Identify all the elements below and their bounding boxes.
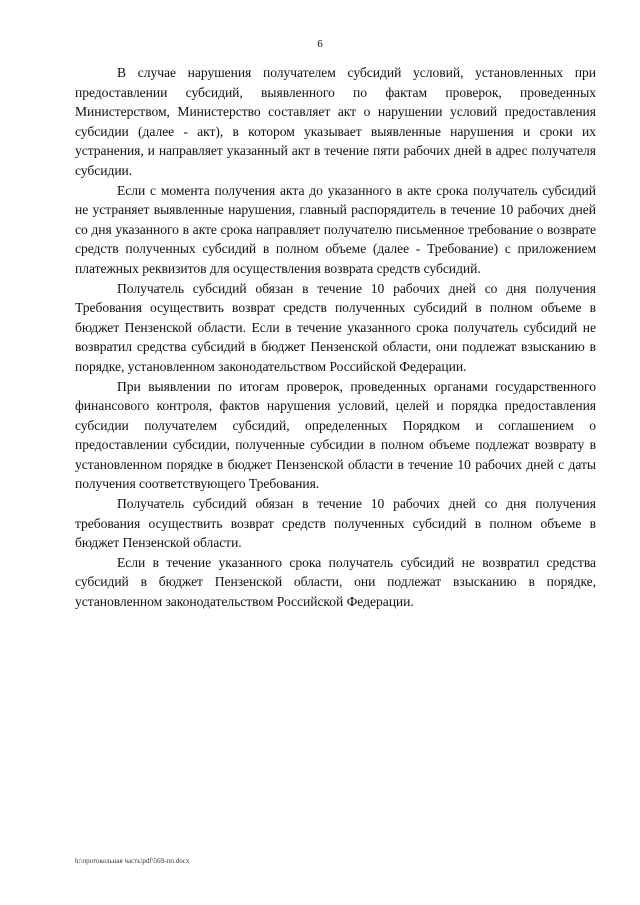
paragraph-recovery: Если в течение указанного срока получатель субсидий не возвратил средства субсидий в бюджет Пензенской области, они подлежат взысканию в порядке, установленном законодательством Российской Федерации. xyxy=(75,554,596,610)
page-number: 6 xyxy=(317,38,323,50)
paragraph-return-requirement: Если с момента получения акта до указанного в акте срока получатель субсидий не устраняет выявленные нарушения, главный распорядитель в течение 10 рабочих дней со дня указанного в акте срока направляет получателю письменное требование о возврате средств полученных субсидий в полном объеме (далее - Требование) с приложением платежных реквизитов для осуществления возврата средств субсидий. xyxy=(75,182,596,276)
footer-file-path: h:\протокольная часть\pdf\569-пп.docx xyxy=(75,857,190,865)
paragraph-return-obligation: Получатель субсидий обязан в течение 10 рабочих дней со дня получения требования осуществить возврат средств полученных субсидий в полном объеме в бюджет Пензенской области. xyxy=(75,496,596,551)
paragraph-recipient-obligation: Получатель субсидий обязан в течение 10 рабочих дней со дня получения Требования осуществить возврат средств полученных субсидий в полном объеме в бюджет Пензенской области. Если в течение указанного срока получатель субсидий не возвратил средства субсидий в бюджет Пензенской области, они подлежат взысканию в порядке, установленном законодательством Российской Федерации. xyxy=(75,280,596,374)
paragraph-financial-control: При выявлении по итогам проверок, проведенных органами государственного финансового контроля, фактов нарушения условий, целей и порядка предоставления субсидии получателем субсидий, определенных Порядком и соглашением о предоставлении субсидии, полученные субсидии в полном объеме подлежат возврату в установленном порядке в бюджет Пензенской области в течение 10 рабочих дней с даты получения соответствующего Требования. xyxy=(75,378,596,492)
document-body xyxy=(75,63,596,612)
paragraph-violation-act: В случае нарушения получателем субсидий условий, установленных при предоставлении субсидий, выявленного по фактам проверок, проведенных Министерством, Министерство составляет акт о нарушении условий предоставления субсидии (далее - акт), в котором указывает выявленные нарушения и сроки их устранения, и направляет указанный акт в течение пяти рабочих дней в адрес получателя субсидии. xyxy=(75,65,596,178)
